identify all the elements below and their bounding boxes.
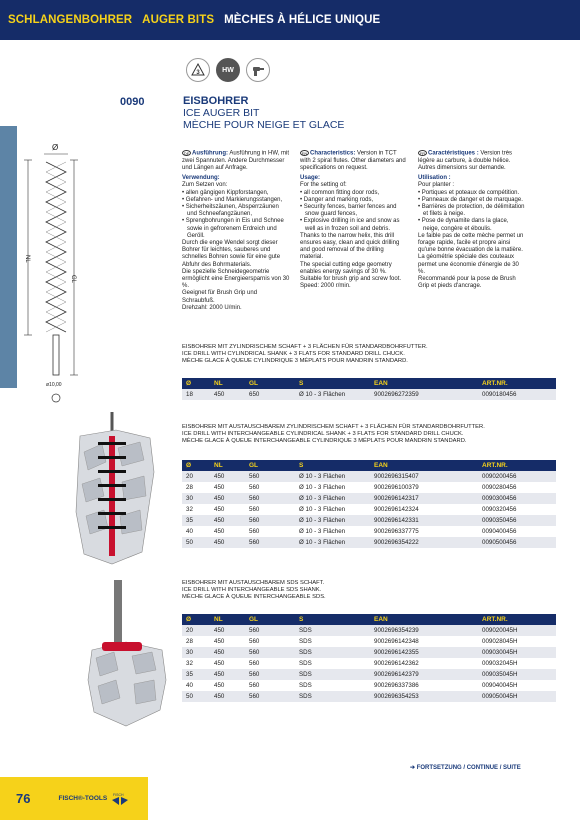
column-header: GL xyxy=(249,462,259,469)
table-cell: 009035045H xyxy=(478,669,556,680)
article-table-3 xyxy=(182,614,556,702)
table-row xyxy=(182,636,556,647)
table-cell: 560 xyxy=(245,471,295,482)
table-cell: 560 xyxy=(245,647,295,658)
table-row xyxy=(182,493,556,504)
table-cell: Ø 10 - 3 Flächen xyxy=(299,528,346,535)
table-cell: 9002696142362 xyxy=(374,660,419,667)
desc-line: EISBOHRER MIT AUSTAUSCHBAREM ZYLINDRISCHEM SCHAFT + 3 FLÄCHEN FÜR STANDARDBOHRFUTTER. xyxy=(182,424,485,430)
table-cell: SDS xyxy=(295,669,370,680)
table-header-row xyxy=(182,378,556,389)
table-cell: 9002696142317 xyxy=(370,493,478,504)
table-cell: 450 xyxy=(210,493,245,504)
table-cell: 35 xyxy=(182,515,210,526)
product-code: 0090 xyxy=(120,96,145,108)
table-cell: 9002696272359 xyxy=(370,389,478,400)
table-cell: 450 xyxy=(214,528,225,535)
table-cell: 009032045H xyxy=(482,660,518,667)
table-cell: 30 xyxy=(182,493,210,504)
table-cell: 20 xyxy=(182,471,210,482)
table-cell: 450 xyxy=(214,506,225,513)
header-title-de: SCHLANGENBOHRER xyxy=(8,14,133,26)
flag-fr-icon: FR xyxy=(419,151,426,156)
column-header: GL xyxy=(249,380,259,387)
ice-bit-sds-image xyxy=(86,580,186,730)
table-cell: SDS xyxy=(295,647,370,658)
article-table-2 xyxy=(182,460,556,548)
list-item: • Sprengbohrungen in Eis und Schnee sowie in gefrorenem Erdreich und Geröll. xyxy=(182,218,290,240)
column-header: Ø xyxy=(186,380,192,387)
table-cell: 450 xyxy=(210,691,245,702)
table-cell: 9002696337386 xyxy=(374,682,419,689)
paragraph: The special cutting edge geometry enables energy savings of 30 %. xyxy=(300,261,392,275)
column-header: ART.NR. xyxy=(482,616,508,623)
hw-icon: HW xyxy=(216,58,240,82)
table2-description xyxy=(182,424,485,445)
description-en xyxy=(300,150,408,290)
arrow-right-icon: ➔ xyxy=(410,765,417,771)
table-cell: 650 xyxy=(245,389,295,400)
table-cell: SDS xyxy=(299,682,312,689)
table-cell: 450 xyxy=(214,638,225,645)
table-cell: 30 xyxy=(182,647,210,658)
table-cell: 009040045H xyxy=(482,682,518,689)
lead-bold-de: Ausführung: xyxy=(192,150,228,157)
list-item: • Sicherheitszäunen, Absperrzäunen und Schneefangzäunen, xyxy=(182,204,290,218)
table-cell: 9002696142355 xyxy=(370,647,478,658)
usage-heading-de: Verwendung: xyxy=(182,175,220,182)
table-cell: 450 xyxy=(210,515,245,526)
desc-line: MÈCHE GLACE À QUEUE INTERCHANGEABLE SDS. xyxy=(182,594,326,600)
column-header: EAN xyxy=(374,462,388,469)
paragraph: Le faible pas de cette mèche permet un forage rapide, facile et propre ainsi qu'une bonne évacuation de la matière. xyxy=(418,232,524,254)
continue-label: FORTSETZUNG / CONTINUE / SUITE xyxy=(416,765,521,771)
table-cell: 009050045H xyxy=(478,691,556,702)
svg-text:3: 3 xyxy=(196,70,200,76)
table-cell: Ø 10 - 3 Flächen xyxy=(295,493,370,504)
paragraph: Geeignet für Brush Grip und Schraubfuß. xyxy=(182,290,258,304)
table-cell: 9002696354222 xyxy=(370,537,478,548)
article-table-1 xyxy=(182,378,556,400)
column-header: S xyxy=(299,616,304,623)
table-cell: 560 xyxy=(245,625,295,636)
paragraph: Suitable for brush grip and screw foot. xyxy=(300,276,402,283)
fisch-logo-icon xyxy=(111,792,129,806)
ice-bit-cylindrical-image xyxy=(66,412,166,567)
table-cell: 0090350456 xyxy=(478,515,556,526)
column-header: EAN xyxy=(374,616,388,623)
table-cell: 560 xyxy=(245,691,295,702)
desc-line: EISBOHRER MIT AUSTAUSCHBAREM SDS SCHAFT. xyxy=(182,580,325,586)
header-title-en: AUGER BITS xyxy=(142,14,215,26)
table-row xyxy=(182,482,556,493)
description-de xyxy=(182,150,290,312)
table-cell: 32 xyxy=(186,506,193,513)
table-cell: 0090280456 xyxy=(482,484,517,491)
table-cell: SDS xyxy=(295,625,370,636)
table-cell: 9002696337775 xyxy=(374,528,419,535)
table1-description xyxy=(182,344,428,365)
table-cell: SDS xyxy=(299,660,312,667)
usage-intro-de: Zum Setzen von: xyxy=(182,182,228,189)
title-en: ICE AUGER BIT xyxy=(183,107,260,119)
table-cell: 9002696100379 xyxy=(374,484,419,491)
paragraph: Die spezielle Schneidegeometrie ermöglicht eine Energieersparnis von 30 %. xyxy=(182,268,290,290)
table-cell: 560 xyxy=(245,669,295,680)
section-tab xyxy=(0,126,17,388)
table-cell: 560 xyxy=(249,506,260,513)
brand-name: FISCH®-TOOLS xyxy=(58,795,108,802)
shank-diameter-label: ø10,00 xyxy=(46,382,62,388)
page-number: 76 xyxy=(16,791,31,806)
table-cell: 560 xyxy=(249,638,260,645)
column-header: EAN xyxy=(374,380,388,387)
column-header: S xyxy=(299,462,304,469)
table-cell: 450 xyxy=(210,537,245,548)
column-header: NL xyxy=(214,380,223,387)
table-row xyxy=(182,691,556,702)
lead-bold-fr: Caractéristiques : xyxy=(428,150,479,157)
table-cell: 28 xyxy=(186,638,193,645)
paragraph: Recommandé pour la pose de Brush Grip et pieds d'ancrage. xyxy=(418,276,516,290)
list-item: • Danger and marking rods, xyxy=(300,197,408,204)
table-row xyxy=(182,658,556,669)
table-cell: Ø 10 - 3 Flächen xyxy=(299,506,346,513)
header-title-fr: MÈCHES À HÉLICE UNIQUE xyxy=(224,14,381,26)
table-cell: 9002696354253 xyxy=(370,691,478,702)
table3-description xyxy=(182,580,326,601)
table-cell: 450 xyxy=(214,660,225,667)
table-cell: 560 xyxy=(249,484,260,491)
logo-text: FISCH xyxy=(113,792,124,797)
table-row xyxy=(182,389,556,400)
dim-diameter-label: Ø xyxy=(52,143,59,152)
table-cell: 50 xyxy=(182,537,210,548)
table-cell: 50 xyxy=(182,691,210,702)
table-cell: 009030045H xyxy=(478,647,556,658)
table-cell: 0090180456 xyxy=(478,389,556,400)
table-row xyxy=(182,625,556,636)
usage-list-de xyxy=(182,190,290,240)
table-cell: 0090500456 xyxy=(478,537,556,548)
column-header: ART.NR. xyxy=(482,380,508,387)
list-item: • Security fences, barrier fences and snow guard fences, xyxy=(300,204,408,218)
desc-line: MÈCHE GLACE À QUEUE CYLINDRIQUE 3 MÉPLATS POUR MANDRIN STANDARD. xyxy=(182,358,408,364)
column-header: NL xyxy=(214,462,223,469)
table-cell: 0090300456 xyxy=(478,493,556,504)
table-cell: 0090200456 xyxy=(478,471,556,482)
table-row xyxy=(182,515,556,526)
continue-link[interactable] xyxy=(410,764,521,771)
list-item: • Portiques et poteaux de compétition. xyxy=(418,190,526,197)
table-cell: 450 xyxy=(210,471,245,482)
table-cell: 0090400456 xyxy=(482,528,517,535)
page-header xyxy=(0,0,580,40)
flag-en-icon: EN xyxy=(301,151,308,156)
desc-line: EISBOHRER MIT ZYLINDRISCHEM SCHAFT + 3 FLÄCHEN FÜR STANDARDBOHRFUTTER. xyxy=(182,344,428,350)
desc-line: ICE DRILL WITH INTERCHANGEABLE CYLINDRICAL SHANK + 3 FLATS FOR STANDARD DRILL CHUCK. xyxy=(182,431,464,437)
feature-icons xyxy=(186,58,270,82)
table-cell: 450 xyxy=(214,682,225,689)
drill-icon xyxy=(246,58,270,82)
table-row xyxy=(182,471,556,482)
table-cell: 560 xyxy=(249,660,260,667)
table-cell: 560 xyxy=(245,515,295,526)
paragraph: Drehzahl: 2000 U/min. xyxy=(182,304,242,311)
usage-list-fr xyxy=(418,190,526,233)
list-item: • Panneaux de danger et de marquage. xyxy=(418,197,526,204)
table-row xyxy=(182,537,556,548)
table-cell: 450 xyxy=(210,647,245,658)
column-header: Ø xyxy=(186,462,192,469)
title-de: EISBOHRER xyxy=(183,95,249,107)
column-header: ART.NR. xyxy=(482,462,508,469)
table-cell: 560 xyxy=(245,493,295,504)
flag-de-icon: DE xyxy=(183,151,190,156)
table-cell: 9002696142348 xyxy=(374,638,419,645)
paragraph: Thanks to the narrow helix, this drill ensures easy, clean and quick drilling and good removal of the drilling material. xyxy=(300,232,400,261)
table-row xyxy=(182,504,556,515)
table-cell: 009020045H xyxy=(478,625,556,636)
title-fr: MÈCHE POUR NEIGE ET GLACE xyxy=(183,119,345,131)
table-cell: 28 xyxy=(186,484,193,491)
dim-gl-label: GL xyxy=(70,275,76,284)
desc-line: ICE DRILL WITH INTERCHANGEABLE SDS SHANK. xyxy=(182,587,322,593)
table-cell: Ø 10 - 3 Flächen xyxy=(295,471,370,482)
table-cell: 40 xyxy=(186,682,193,689)
usage-intro-fr: Pour planter : xyxy=(418,182,455,189)
table-cell: 9002696315407 xyxy=(370,471,478,482)
table-row xyxy=(182,647,556,658)
dim-nl-label: NL xyxy=(24,255,30,263)
table-cell: SDS xyxy=(295,691,370,702)
column-header: NL xyxy=(214,616,223,623)
table-cell: 560 xyxy=(245,537,295,548)
table-header-row xyxy=(182,460,556,471)
product-title xyxy=(183,95,344,131)
table-row xyxy=(182,526,556,537)
table-cell: Ø 10 - 3 Flächen xyxy=(295,389,370,400)
table-cell: 560 xyxy=(249,528,260,535)
table-cell: 009028045H xyxy=(482,638,518,645)
table-cell: Ø 10 - 3 Flächen xyxy=(299,484,346,491)
description-fr xyxy=(418,150,526,290)
lead-text-fr: Version très légère au carbure, à double hélice. Autres dimensions sur demande. xyxy=(418,150,513,171)
table-cell: 9002696354239 xyxy=(370,625,478,636)
table-cell: 450 xyxy=(210,669,245,680)
table-cell: Ø 10 - 3 Flächen xyxy=(295,537,370,548)
lead-bold-en: Characteristics: xyxy=(310,150,356,157)
table-cell: 560 xyxy=(249,682,260,689)
table-cell: 35 xyxy=(182,669,210,680)
table-header-row xyxy=(182,614,556,625)
table-cell: 32 xyxy=(186,660,193,667)
table-cell: SDS xyxy=(299,638,312,645)
list-item: • Explosive drilling in ice and snow as well as in frozen soil and debris. xyxy=(300,218,408,232)
column-header: S xyxy=(299,380,304,387)
usage-heading-fr: Utilisation : xyxy=(418,175,451,182)
table-cell: 450 xyxy=(210,625,245,636)
lead-text-de: Ausführung in HW, mit zwei Spannuten. Andere Durchmesser und Längen auf Anfrage. xyxy=(182,150,290,171)
list-item: • Pose de dynamite dans la glace, neige, congère et éboulis. xyxy=(418,218,526,232)
list-item: • Barrières de protection, de délimitation et filets à neige. xyxy=(418,204,526,218)
table-cell: 450 xyxy=(214,484,225,491)
list-item: • allen gängigen Kippforstangen, xyxy=(182,190,290,197)
table-row xyxy=(182,669,556,680)
table-cell: 0090320456 xyxy=(482,506,517,513)
list-item: • all common fitting door rods, xyxy=(300,190,408,197)
page-footer xyxy=(0,777,148,820)
table-cell: 9002696142324 xyxy=(374,506,419,513)
table-cell: 40 xyxy=(186,528,193,535)
column-header: Ø xyxy=(186,616,192,623)
column-header: GL xyxy=(249,616,259,623)
drill-drawing xyxy=(22,140,112,410)
spiral-3-icon xyxy=(186,58,210,82)
lead-text-en: Version in TCT with 2 spiral flutes. Other diameters and specifications on request. xyxy=(300,150,406,171)
paragraph: La géométrie spéciale des couteaux permet une économie d'énergie de 30 %. xyxy=(418,254,519,275)
desc-line: ICE DRILL WITH CYLINDRICAL SHANK + 3 FLATS FOR STANDARD DRILL CHUCK. xyxy=(182,351,405,357)
desc-line: MÈCHE GLACE À QUEUE INTERCHANGEABLE CYLINDRIQUE 3 MÉPLATS POUR MANDRIN STANDARD. xyxy=(182,438,467,444)
table-row xyxy=(182,680,556,691)
paragraph: Speed: 2000 r/min. xyxy=(300,283,351,290)
usage-list-en xyxy=(300,190,408,233)
table-cell: 9002696142331 xyxy=(370,515,478,526)
table-cell: 20 xyxy=(182,625,210,636)
table-cell: 450 xyxy=(210,389,245,400)
paragraph: Durch die enge Wendel sorgt dieser Bohrer für leichtes, sauberes und schnelles Bohren sowie für eine gute Abfuhr des Bohrmaterials. xyxy=(182,240,281,268)
list-item: • Gefahren- und Markierungsstangen, xyxy=(182,197,290,204)
table-cell: 18 xyxy=(182,389,210,400)
table-cell: 9002696142379 xyxy=(370,669,478,680)
usage-heading-en: Usage: xyxy=(300,175,321,182)
usage-intro-en: For the setting of: xyxy=(300,182,347,189)
table-cell: Ø 10 - 3 Flächen xyxy=(295,515,370,526)
